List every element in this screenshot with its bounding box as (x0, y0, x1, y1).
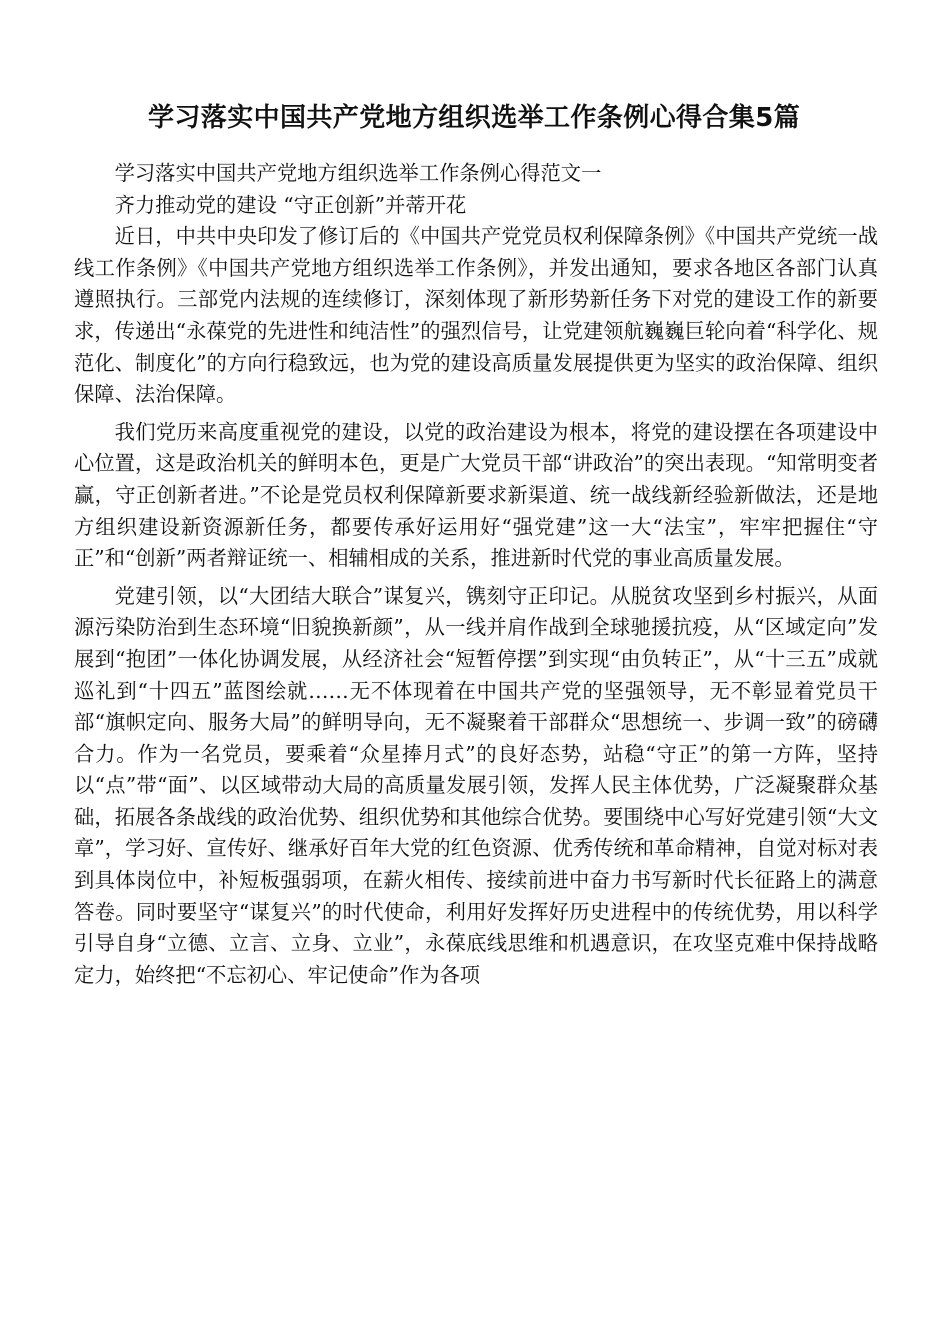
document-body (74, 150, 878, 991)
body-paragraph: 党建引领，以“大团结大联合”谋复兴，镌刻守正印记。从脱贫攻坚到乡村振兴，从面源污染防治到生态环境“旧貌换新颜”，从一线并肩作战到全球驰援抗疫，从“区域定向”发展到“抱团”一体化协调发展，从经济社会“短暂停摆”到实现“由负转正”，从“十三五”成就巡礼到“十四五”蓝图绘就……无不体现着在中国共产党的坚强领导，无不彰显着党员干部“旗帜定向、服务大局”的鲜明导向，无不凝聚着干部群众“思想统一、步调一致”的磅礴合力。作为一名党员，要乘着“众星捧月式”的良好态势，站稳“守正”的第一方阵，坚持以“点”带“面”、以区域带动大局的高质量发展引领，发挥人民主体优势，广泛凝聚群众基础，拓展各条战线的政治优势、组织优势和其他综合优势。要围绕中心写好党建引领“大文章”，学习好、宣传好、继承好百年大党的红色资源、优秀传统和革命精神，自觉对标对表到具体岗位中，补短板强弱项，在薪火相传、接续前进中奋力书写新时代长征路上的满意答卷。同时要坚守“谋复兴”的时代使命，利用好发挥好历史进程中的传统优势，用以科学引导自身“立德、立言、立身、立业”，永葆底线思维和机遇意识，在攻坚克难中保持战略定力，始终把“不忘初心、牢记使命”作为各项 (74, 583, 878, 987)
article-subtitle: 齐力推动党的建设 “守正创新”并蒂开花 (114, 192, 467, 217)
body-paragraph: 我们党历来高度重视党的建设，以党的政治建设为根本，将党的建设摆在各项建设中心位置，这是政治机关的鲜明本色，更是广大党员干部“讲政治”的突出表现。“知常明变者赢，守正创新者进。”不论是党员权利保障新要求新渠道、统一战线新经验新做法，还是地方组织建设新资源新任务，都要传承好运用好“强党建”这一大“法宝”，牢牢把握住“守正”和“创新”两者辩证统一、相辅相成的关系，推进新时代党的事业高质量发展。 (74, 419, 878, 571)
body-paragraph: 近日，中共中央印发了修订后的《中国共产党党员权利保障条例》《中国共产党统一战线工作条例》《中国共产党地方组织选举工作条例》，并发出通知，要求各地区各部门认真遵照执行。三部党内法规的连续修订，深刻体现了新形势新任务下对党的建设工作的新要求，传递出“永葆党的先进性和纯洁性”的强烈信号，让党建领航巍巍巨轮向着“科学化、规范化、制度化”的方向行稳致远，也为党的建设高质量发展提供更为坚实的政治保障、组织保障、法治保障。 (74, 224, 878, 407)
document-title: 学习落实中国共产党地方组织选举工作条例心得合集5篇 (148, 103, 801, 133)
section-heading: 学习落实中国共产党地方组织选举工作条例心得范文一 (114, 161, 602, 185)
